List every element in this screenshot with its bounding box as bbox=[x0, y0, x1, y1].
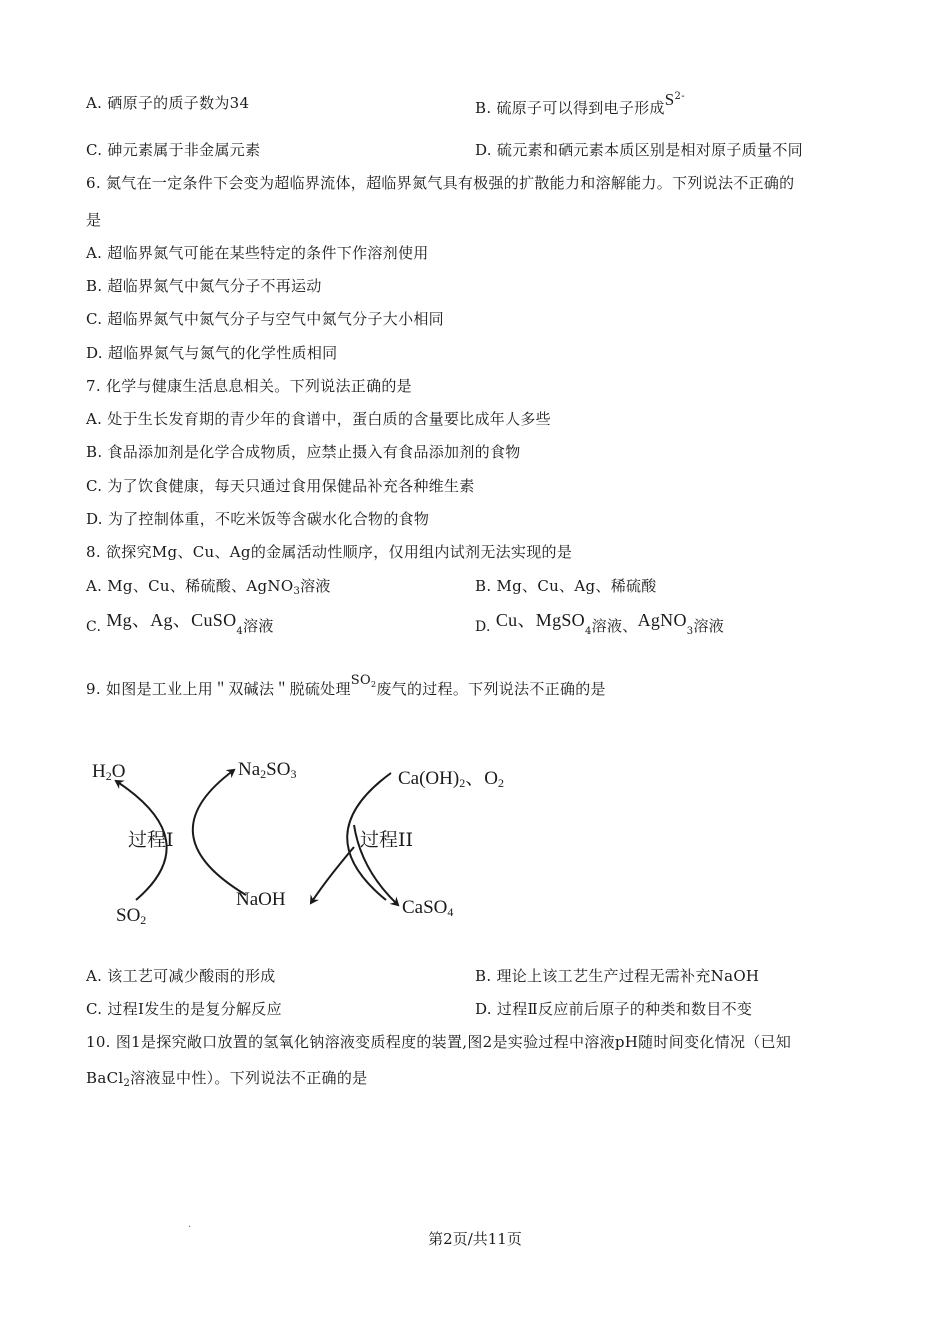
naoh-label: NaOH bbox=[236, 889, 286, 910]
q9-option-d: D. 过程Ⅱ反应前后原子的种类和数目不变 bbox=[475, 1000, 753, 1018]
process1-label: 过程I bbox=[128, 829, 174, 851]
q7-option-d: D. 为了控制体重，不吃米饭等含碳水化合物的食物 bbox=[86, 510, 430, 528]
caso4-label: CaSO$_4$ bbox=[402, 897, 454, 919]
q5-option-a: A. 硒原子的质子数为34 bbox=[86, 94, 250, 112]
q8-option-b: B. Mg、Cu、Ag、稀硫酸 bbox=[475, 577, 657, 595]
q8-c-formula: Mg、Ag、CuSO bbox=[106, 610, 237, 630]
so2-label: $SO_2$ bbox=[116, 905, 147, 927]
q6-stem-line1: 6. 氮气在一定条件下会变为超临界流体，超临界氮气具有极强的扩散能力和溶解能力。下列说法不正确的 bbox=[86, 174, 795, 192]
na2so3-label: $Na_2SO_3$ bbox=[238, 759, 297, 781]
q9-option-c: C. 过程Ⅰ发生的是复分解反应 bbox=[86, 1000, 282, 1018]
q7-option-a: A. 处于生长发育期的青少年的食谱中，蛋白质的含量要比成年人多些 bbox=[86, 410, 551, 428]
process1-arc-right bbox=[193, 770, 246, 895]
q8-option-a: A. Mg、Cu、稀硫酸、AgNO$_3$溶液 bbox=[86, 577, 331, 597]
q7-stem: 7. 化学与健康生活息息相关。下列说法正确的是 bbox=[86, 377, 412, 395]
q10-stem-line2: BaCl$_2$溶液显中性）。下列说法不正确的是 bbox=[86, 1069, 368, 1089]
q5-option-d: D. 硫元素和硒元素本质区别是相对原子质量不同 bbox=[475, 141, 803, 159]
q6-stem-line2: 是 bbox=[86, 211, 102, 229]
q6-option-c: C. 超临界氮气中氮气分子与空气中氮气分子大小相同 bbox=[86, 310, 444, 328]
page-footer: 第2页/共11页 bbox=[428, 1230, 522, 1248]
q7-option-c: C. 为了饮食健康，每天只通过食用保健品补充各种维生素 bbox=[86, 477, 475, 495]
q5-option-c: C. 砷元素属于非金属元素 bbox=[86, 141, 261, 159]
q9-so2-formula: SO bbox=[350, 673, 371, 688]
q6-option-d: D. 超临界氮气与氮气的化学性质相同 bbox=[86, 344, 338, 362]
process2-label: 过程II bbox=[360, 829, 414, 851]
sulfide-ion-charge: 2- bbox=[674, 91, 685, 102]
q10-stem-line1: 10. 图1是探究敞口放置的氢氧化钠溶液变质程度的装置,图2是实验过程中溶液pH随时间变化情况（已知 bbox=[86, 1033, 792, 1051]
q9-stem: 9. 如图是工业上用＂双碱法＂脱硫处理$SO^2$废气的过程。下列说法不正确的是 bbox=[86, 673, 606, 698]
q8-stem: 8. 欲探究Mg、Cu、Ag的金属活动性顺序，仅用组内试剂无法实现的是 bbox=[86, 543, 573, 561]
sulfide-ion-formula: S bbox=[664, 90, 675, 109]
q8-d-formula1: Cu、MgSO bbox=[495, 610, 585, 630]
q6-option-a: A. 超临界氮气可能在某些特定的条件下作溶剂使用 bbox=[86, 244, 429, 262]
h2o-label: $H_2O$ bbox=[92, 761, 126, 783]
q9-option-b: B. 理论上该工艺生产过程无需补充NaOH bbox=[475, 967, 760, 985]
stray-mark: · bbox=[188, 1222, 192, 1233]
caoh2-o2-label: $Ca(OH)_2$、$O_2$ bbox=[398, 768, 504, 790]
q9-option-a: A. 该工艺可减少酸雨的形成 bbox=[86, 967, 276, 985]
q8-d-formula2: AgNO bbox=[637, 610, 687, 630]
q6-option-b: B. 超临界氮气中氮气分子不再运动 bbox=[86, 277, 322, 295]
q7-option-b: B. 食品添加剂是化学合成物质，应禁止摄入有食品添加剂的食物 bbox=[86, 443, 521, 461]
double-alkali-process-diagram bbox=[86, 745, 526, 935]
q5-option-b: B. 硫原子可以得到电子形成$S^{2-}$ bbox=[475, 90, 685, 117]
process2-arrow-naoh bbox=[311, 847, 354, 903]
q8-option-d: D. Cu、MgSO$_4$溶液、AgNO$_3$溶液 bbox=[475, 610, 725, 637]
q8-option-c: C. Mg、Ag、CuSO$_4$溶液 bbox=[86, 610, 274, 637]
